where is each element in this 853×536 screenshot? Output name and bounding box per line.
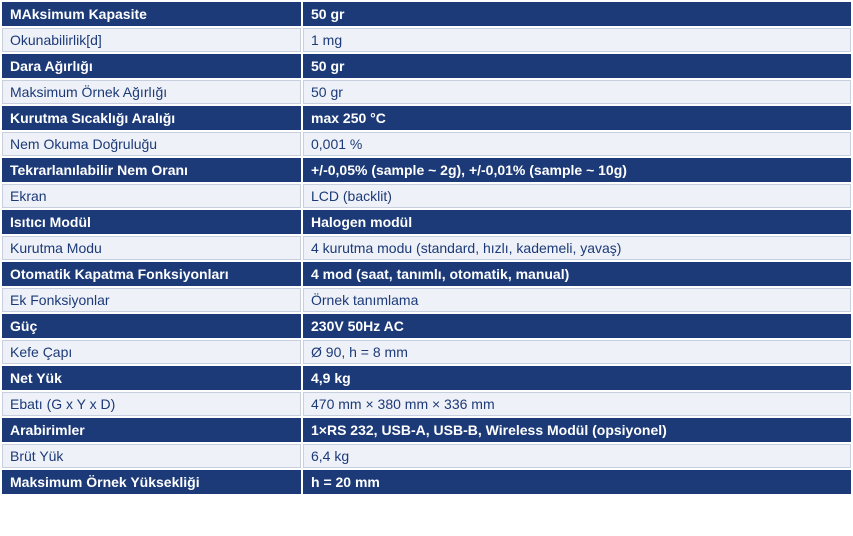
spec-label: Maksimum Örnek Yüksekliği bbox=[2, 470, 301, 494]
table-row bbox=[2, 340, 851, 364]
spec-label: Dara Ağırlığı bbox=[2, 54, 301, 78]
spec-value: 4,9 kg bbox=[303, 366, 851, 390]
table-row bbox=[2, 28, 851, 52]
spec-label: Otomatik Kapatma Fonksiyonları bbox=[2, 262, 301, 286]
table-row bbox=[2, 392, 851, 416]
spec-label: Maksimum Örnek Ağırlığı bbox=[2, 80, 301, 104]
spec-value: Halogen modül bbox=[303, 210, 851, 234]
table-row bbox=[2, 106, 851, 130]
table-row bbox=[2, 288, 851, 312]
spec-value: 6,4 kg bbox=[303, 444, 851, 468]
spec-value: LCD (backlit) bbox=[303, 184, 851, 208]
spec-label: Ebatı (G x Y x D) bbox=[2, 392, 301, 416]
spec-label: Kurutma Modu bbox=[2, 236, 301, 260]
table-row bbox=[2, 262, 851, 286]
spec-label: Kurutma Sıcaklığı Aralığı bbox=[2, 106, 301, 130]
spec-value: Örnek tanımlama bbox=[303, 288, 851, 312]
spec-value: 50 gr bbox=[303, 80, 851, 104]
spec-value: 1 mg bbox=[303, 28, 851, 52]
table-row bbox=[2, 184, 851, 208]
spec-label: Ek Fonksiyonlar bbox=[2, 288, 301, 312]
spec-label: Kefe Çapı bbox=[2, 340, 301, 364]
spec-value: max 250 °C bbox=[303, 106, 851, 130]
spec-label: Brüt Yük bbox=[2, 444, 301, 468]
spec-value: 470 mm × 380 mm × 336 mm bbox=[303, 392, 851, 416]
spec-label: Isıtıcı Modül bbox=[2, 210, 301, 234]
spec-label: Arabirimler bbox=[2, 418, 301, 442]
spec-label: Güç bbox=[2, 314, 301, 338]
table-row bbox=[2, 366, 851, 390]
table-row bbox=[2, 54, 851, 78]
table-row bbox=[2, 236, 851, 260]
table-row bbox=[2, 2, 851, 26]
spec-value: 50 gr bbox=[303, 2, 851, 26]
spec-value: 4 kurutma modu (standard, hızlı, kademeli, yavaş) bbox=[303, 236, 851, 260]
spec-value: 1×RS 232, USB-A, USB-B, Wireless Modül (opsiyonel) bbox=[303, 418, 851, 442]
spec-value: 0,001 % bbox=[303, 132, 851, 156]
spec-value: Ø 90, h = 8 mm bbox=[303, 340, 851, 364]
table-row bbox=[2, 210, 851, 234]
spec-value: 50 gr bbox=[303, 54, 851, 78]
spec-label: Ekran bbox=[2, 184, 301, 208]
table-row bbox=[2, 418, 851, 442]
spec-label: Nem Okuma Doğruluğu bbox=[2, 132, 301, 156]
table-row bbox=[2, 314, 851, 338]
table-row bbox=[2, 80, 851, 104]
spec-value: +/-0,05% (sample ~ 2g), +/-0,01% (sample ~ 10g) bbox=[303, 158, 851, 182]
spec-value: h = 20 mm bbox=[303, 470, 851, 494]
spec-label: Okunabilirlik[d] bbox=[2, 28, 301, 52]
spec-value: 230V 50Hz AC bbox=[303, 314, 851, 338]
spec-label: Net Yük bbox=[2, 366, 301, 390]
table-row bbox=[2, 470, 851, 494]
spec-label: MAksimum Kapasite bbox=[2, 2, 301, 26]
table-row bbox=[2, 158, 851, 182]
table-row bbox=[2, 132, 851, 156]
spec-value: 4 mod (saat, tanımlı, otomatik, manual) bbox=[303, 262, 851, 286]
table-row bbox=[2, 444, 851, 468]
spec-label: Tekrarlanılabilir Nem Oranı bbox=[2, 158, 301, 182]
